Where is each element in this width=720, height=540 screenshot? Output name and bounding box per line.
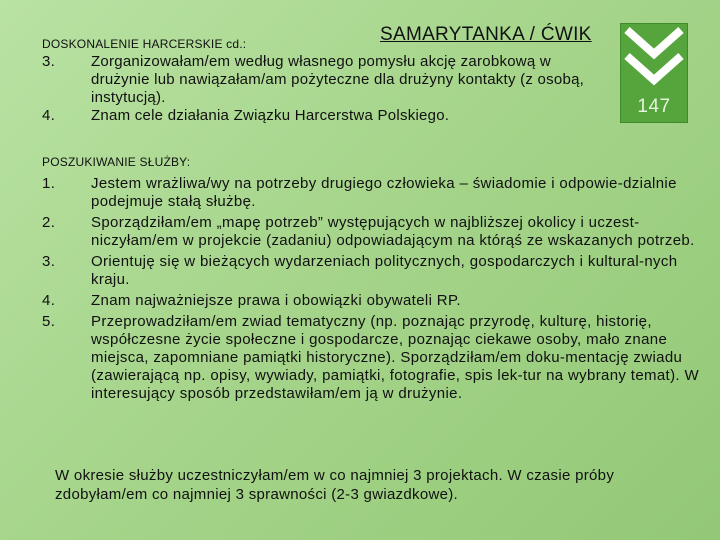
item-text: Zorganizowałam/em według własnego pomysłu akcję zarobkową w drużynie lub nawiązałam/am pożyteczne dla drużyny kontakty (z osobą, instytucją). xyxy=(91,53,585,106)
item-number: 3. xyxy=(42,53,56,70)
item-number: 1. xyxy=(42,175,56,192)
page-title: SAMARYTANKA / ĆWIK xyxy=(380,24,592,45)
item-number: 4. xyxy=(42,107,56,124)
item-number: 3. xyxy=(42,253,56,270)
item-text: Znam najważniejsze prawa i obowiązki obywateli RP. xyxy=(91,292,461,309)
list-item xyxy=(42,253,712,289)
item-text: Orientuję się w bieżących wydarzeniach politycznych, gospodarczych i kultural-nych kraju. xyxy=(91,253,678,288)
item-number: 4. xyxy=(42,292,56,309)
footer-note: W okresie służby uczestniczyłam/em w co najmniej 3 projektach. W czasie próby zdobyłam/em co najmniej 3 sprawności (2-3 gwiazdkowe). xyxy=(55,467,615,503)
list-item xyxy=(42,292,712,310)
item-text: Sporządziłam/em „mapę potrzeb” występujących w najbliższej okolicy i uczest-niczyłam/em w projekcie (zadaniu) odpowiadającym na którąś ze wskazanych potrzeb. xyxy=(91,214,695,249)
list-item xyxy=(42,175,712,211)
section-heading: POSZUKIWANIE SŁUŻBY: xyxy=(42,155,191,169)
double-chevron-icon xyxy=(621,24,687,94)
list-item xyxy=(42,214,712,250)
rank-badge xyxy=(620,23,688,123)
badge-number: 147 xyxy=(637,96,671,117)
list-item xyxy=(42,107,602,125)
list-item xyxy=(42,53,602,107)
section-label: DOSKONALENIE HARCERSKIE cd.: xyxy=(42,37,247,51)
list-item xyxy=(42,313,712,403)
item-text: Znam cele działania Związku Harcerstwa Polskiego. xyxy=(91,107,450,124)
item-text: Przeprowadziłam/em zwiad tematyczny (np. poznając przyrodę, kulturę, historię, współczesne życie społeczne i gospodarcze, poznając ciekawe osoby, mało znane miejsca, zapomniane pamiątki historyczne). Sporządziłam/em doku-mentację zwiadu (zawierającą np. opisy, wywiady, pamiątki, fotografie, spis lek-tur na wybrany temat). W interesujący sposób przedstawiłam/em ją w drużynie. xyxy=(91,313,699,402)
section2-list xyxy=(42,175,712,406)
item-number: 2. xyxy=(42,214,56,231)
item-text: Jestem wrażliwa/wy na potrzeby drugiego człowieka – świadomie i odpowie-dzialnie podejmuje stałą służbę. xyxy=(91,175,677,210)
item-number: 5. xyxy=(42,313,56,330)
section1-list xyxy=(42,53,602,125)
